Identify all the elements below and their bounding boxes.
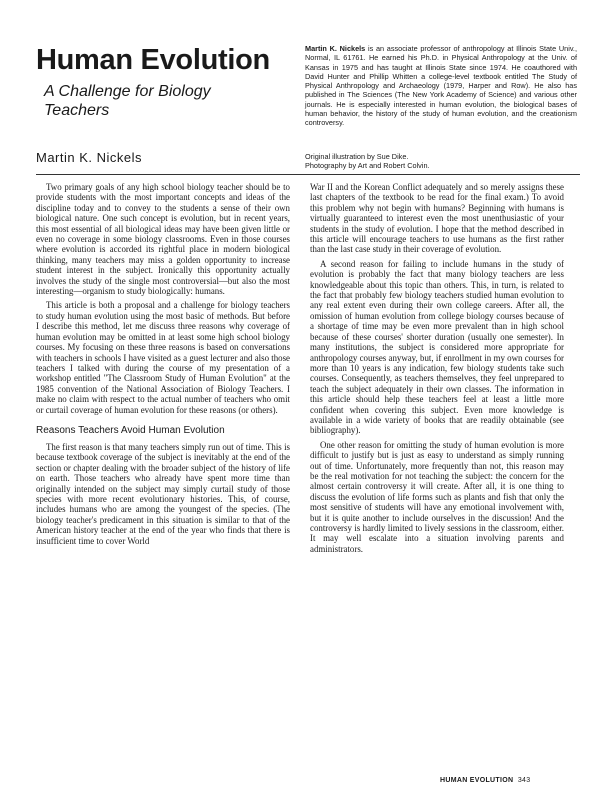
running-footer-title: HUMAN EVOLUTION — [440, 777, 514, 784]
header-divider — [36, 174, 580, 175]
body-column-left — [36, 182, 290, 550]
author-bio-name: Martin K. Nickels — [305, 44, 366, 53]
body-paragraph: A second reason for failing to include humans in the study of evolution is probably the fact that many biology teachers are less knowledgeable about this topic than others. This, in turn, is related to the fact that probably few biology teachers studied human evolution to any real extent even during their own college careers. After all, the omission of human evolution from college biology courses because of a shortage of time may be even more prevalent than in high school because of these courses' shorter duration (usually one semester). In many institutions, the subject is considered more appropriate for anthropology courses anyway, but, if enrollment in my own courses for more than 10 years is any indication, few biology students take such courses. Consequently, as teachers themselves, they feel unprepared to teach the subject adequately in their own classes. The information in this article should help these teachers feel at least a little more confident when covering this subject. Even more knowledge is available in a wide variety of books that are readily obtainable (see bibliography). — [310, 258, 564, 436]
section-heading: Reasons Teachers Avoid Human Evolution — [36, 424, 225, 436]
photography-credit: Photography by Art and Robert Colvin. — [305, 161, 430, 170]
page-number: 343 — [517, 777, 531, 784]
body-paragraph: Two primary goals of any high school biology teacher should be to provide students with the most important concepts and ideas of the discipline today and to convey to the students a sense of their own biological nature. One such concept is evolution, but in recent years, this most essential of all biological ideas may have been given little or even no coverage in some biology classrooms. Even in those courses where evolution is accorded its rightful place in modern biological thinking, many teachers may miss a golden opportunity to increase student interest in the subject. Ironically this opportunity actually involves the study of the single most controversial—but also the most interesting—organism to study biologically: humans. — [36, 182, 290, 297]
body-column-right — [310, 182, 564, 558]
page-footer — [440, 777, 530, 784]
author-bio-text: is an associate professor of anthropology at Illinois State Univ., Normal, IL 61761. He earned his Ph.D. in Physical Anthropology at the Univ. of Kansas in 1975 and has taught at Illinois State since 1974. He coauthored with David Hunter and Phillip Whitten a college-level textbook entitled The Study of Physical Anthropology and Archaeology (1979, Harper and Row). He also has published in The Sciences (The New York Academy of Science) and various other journals. He is especially interested in human evolution, the biological bases of human behavior, the history of the study of human evolution, and the creationism controversy. — [305, 44, 577, 128]
body-paragraph: This article is both a proposal and a challenge for biology teachers to study human evolution using the most basic of methods. But before I describe this method, let me discuss three reasons why coverage of human evolution may be omitted in at least some high school biology courses. My focusing on these three reasons is based on conversations with teachers in schools I have visited as a guest lecturer and also those teachers I talked with during the course of my presentation of a workshop entitled "The Classroom Study of Human Evolution" at the 1985 convention of the National Association of Biology Teachers. I make no claim with respect to the actual number of teachers who omit or curtail coverage of human evolution for these reasons (or others). — [36, 300, 290, 415]
illustration-credit: Original illustration by Sue Dike. — [305, 152, 409, 161]
author-bio — [305, 44, 577, 128]
body-paragraph: The first reason is that many teachers simply run out of time. This is because textbook coverage of the subject is inevitably at the end of the section or chapter dealing with the broader subject of the history of life on earth. Those teachers who already have spent more time than originally intended on the subject may simply curtail study of those species with more recent evolutionary histories. This, of course, includes humans who are among the youngest of the species. (The biology teacher's predicament in this situation is similar to that of the American history teacher at the end of the year who finds that there is insufficient time to cover World — [36, 441, 290, 546]
article-title: Human Evolution — [36, 44, 270, 76]
body-paragraph-continued: War II and the Korean Conflict adequately and so merely assigns these last chapters of the textbook to be read for the final exam.) To avoid this problem why not begin with humans? Beginning with humans is virtually guaranteed to interest even the most unenthusiastic of your students in the study of evolution. I hope that the method described in this article will encourage teachers to use humans as the first rather than the last case study in their coverage of evolution. — [310, 182, 564, 255]
article-author: Martin K. Nickels — [36, 150, 143, 165]
article-subtitle: A Challenge for Biology Teachers — [44, 83, 211, 119]
image-credits — [305, 152, 577, 170]
body-paragraph: One other reason for omitting the study of human evolution is more difficult to justify but is just as easy to understand as simply running out of time. Unfortunately, more frequently than not, this reason may be the real motivation for not teaching the subject: the concern for the almost certain controversy it will create. After all, it is one thing to discuss the evolution of life forms such as plants and fish that only the most sensitive of students will have any emotional involvement with, but it is quite another to include ourselves in the discussion! And the controversy is hardly limited to lively sessions in the classroom, either. It may well escalate into a situation involving parents and administrators. — [310, 439, 564, 554]
